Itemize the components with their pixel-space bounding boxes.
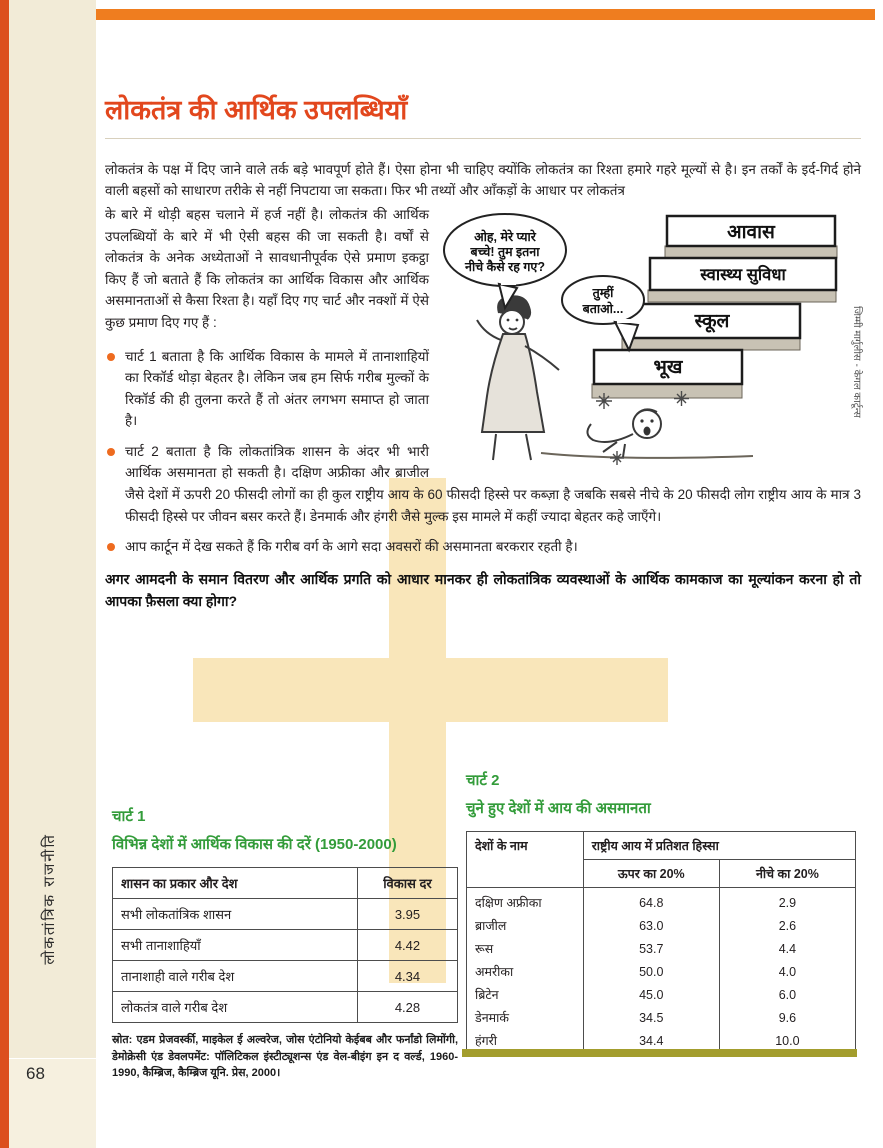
table-row (467, 888, 856, 915)
bubble2-line2: बताओ... (582, 301, 624, 316)
row-bottom20: 2.6 (719, 914, 855, 937)
row-bottom20: 6.0 (719, 983, 855, 1006)
list-item-cartoon: आप कार्टून में देख सकते हैं कि गरीब वर्ग के आगे सदा अवसरों की असमानता बरकरार रहती है। (105, 536, 861, 558)
row-label: लोकतंत्र वाले गरीब देश (113, 992, 358, 1023)
intro-continuation: के बारे में थोड़ी बहस चलाने में हर्ज नहीं है। लोकतंत्र की आर्थिक उपलब्धियों के बारे में भी ऐसी बहस की जा सकती है। वर्षों से लोकतंत्र के अनेक अध्येताओं ने सावधानीपूर्वक ऐसे प्रमाण इकट्ठा किए हैं जो बताते हैं कि लोकतंत्र का आर्थिक विकास और आर्थिक असमानताओं से कैसा रिश्ता है। यहाँ दिए गए चार्ट और नक्शों में ऐसे कुछ प्रमाण दिए गए हैं : (105, 206, 429, 330)
row-bottom20: 4.4 (719, 937, 855, 960)
speech-bubble-child (562, 276, 644, 350)
table-row (467, 960, 856, 983)
table-row (113, 930, 458, 961)
bubble1-line2: बच्चे! तुम इतना (470, 244, 540, 259)
row-top20: 63.0 (583, 914, 719, 937)
table-row (113, 899, 458, 930)
row-top20: 53.7 (583, 937, 719, 960)
row-value: 4.28 (357, 992, 457, 1023)
row-country: डेनमार्क (467, 1006, 584, 1029)
row-label: तानाशाही वाले गरीब देश (113, 961, 358, 992)
block-label-housing: आवास (727, 221, 775, 243)
page-number: 68 (26, 1064, 45, 1083)
bubble1-line1: ओह, मेरे प्यारे (474, 229, 536, 244)
chart2-label: चार्ट 2 (466, 772, 500, 789)
chart1-label: चार्ट 1 (112, 808, 146, 825)
row-country: रूस (467, 937, 584, 960)
row-label: सभी तानाशाहियाँ (113, 930, 358, 961)
title-rule (105, 138, 861, 139)
row-country: ब्राजील (467, 914, 584, 937)
column-header-top20: ऊपर का 20% (583, 860, 719, 888)
speech-bubble-mother (444, 214, 566, 308)
row-bottom20: 4.0 (719, 960, 855, 983)
book-title-vertical: लोकतांत्रिक राजनीति (41, 833, 58, 965)
table-row (113, 992, 458, 1023)
table-header-row (113, 868, 458, 899)
column-header-country: देशों के नाम (467, 832, 584, 888)
left-margin-strip (9, 0, 96, 1148)
block-label-school: स्कूल (694, 310, 730, 332)
block-label-hunger: भूख (653, 356, 683, 378)
row-country: हंगरी (467, 1029, 584, 1053)
column-header-regime: शासन का प्रकार और देश (113, 868, 358, 899)
column-header-bottom20: नीचे का 20% (719, 860, 855, 888)
bottom-accent-bar (462, 1049, 857, 1057)
row-bottom20: 2.9 (719, 888, 855, 915)
row-top20: 50.0 (583, 960, 719, 983)
source-note: स्रोत: एडम प्रेजवर्स्की, माइकेल ई अल्वरेज, जोस एंटोनियो केईबब और फर्नांडो लिमोंगी, डेमोक्रेसी एंड डेवलपमेंट: पॉलिटिकल इंस्टीट्यूशन्स एंड वेल-बीइंग इन द वर्ल्ड, 1960-1990, कैम्ब्रिज, कैम्ब्रिज यूनि. प्रेस, 2000। (112, 1034, 458, 1080)
row-value: 4.34 (357, 961, 457, 992)
row-label: सभी लोकतांत्रिक शासन (113, 899, 358, 930)
chart1-heading: विभिन्न देशों में आर्थिक विकास की दरें (1950-2000) (112, 836, 397, 853)
row-value: 3.95 (357, 899, 457, 930)
bubble2-line1: तुम्हीं (592, 285, 614, 300)
row-top20: 45.0 (583, 983, 719, 1006)
block-label-health: स्वास्थ्य सुविधा (700, 265, 786, 284)
row-value: 4.42 (357, 930, 457, 961)
chart1-section (112, 806, 458, 1082)
row-top20: 34.4 (583, 1029, 719, 1053)
cartoon-credit: जिम्मी मार्गुलीस - केगल कार्टून्स (851, 305, 862, 418)
left-accent-strip (0, 0, 9, 1148)
row-country: अमरीका (467, 960, 584, 983)
bubble1-line3: नीचे कैसे रह गए? (465, 259, 545, 274)
top-accent-bar (96, 9, 875, 20)
table-row (467, 914, 856, 937)
table-row (113, 961, 458, 992)
discussion-question: अगर आमदनी के समान वितरण और आर्थिक प्रगति को आधार मानकर ही लोकतांत्रिक व्यवस्थाओं के आर्थिक कामकाज का मूल्यांकन करना हो तो आपका फ़ैसला क्या होगा? (105, 570, 861, 610)
main-content (105, 94, 861, 613)
income-inequality-table (466, 831, 856, 1053)
table-row (467, 1006, 856, 1029)
list-item-chart1: चार्ट 1 बताता है कि आर्थिक विकास के मामले में तानाशाहियों का रिकॉर्ड थोड़ा बेहतर है। लेकिन जब हम सिर्फ गरीब मुल्कों के रिकॉर्ड की ही तुलना करते हैं तो अंतर लगभग समाप्त हो जाता है। (105, 346, 861, 432)
list-item-chart2: चार्ट 2 बताता है कि लोकतांत्रिक शासन के अंदर भी भारी आर्थिक असमानता हो सकती है। दक्षिण अफ्रीका और ब्राजील जैसे देशों में ऊपरी 20 फीसदी लोगों का ही कुल राष्ट्रीय आय के 60 फीसदी हिस्से पर कब्ज़ा है जबकि सबसे नीचे के 20 फीसदी लोग राष्ट्रीय आय के मात्र 3 फीसदी हिस्से पर जीवन बसर करते हैं। डेनमार्क और हंगरी जैसे मुल्क इस मामले में कहीं ज्यादा बेहतर कहे जाएँगे। (105, 441, 861, 527)
table-row (467, 937, 856, 960)
row-top20: 64.8 (583, 888, 719, 915)
chart2-section (466, 770, 856, 1053)
row-country: दक्षिण अफ्रीका (467, 888, 584, 915)
left-margin-footer (9, 1058, 96, 1148)
growth-rates-table (112, 867, 458, 1023)
section-title: लोकतंत्र की आर्थिक उपलब्धियाँ (105, 95, 408, 125)
text-flow-region (105, 204, 861, 558)
row-bottom20: 9.6 (719, 1006, 855, 1029)
column-header-growth: विकास दर (357, 868, 457, 899)
row-bottom20: 10.0 (719, 1029, 855, 1053)
row-top20: 34.5 (583, 1006, 719, 1029)
chart2-heading: चुने हुए देशों में आय की असमानता (466, 800, 651, 817)
intro-paragraph: लोकतंत्र के पक्ष में दिए जाने वाले तर्क बड़े भावपूर्ण होते हैं। ऐसा होना भी चाहिए क्योंकि लोकतंत्र का रिश्ता हमारे गहरे मूल्यों से है। इन तर्कों के इर्द-गिर्द होने वाली बहसों को साधारण तरीके से नहीं निपटाया जा सकता। फिर भी तथ्यों और आँकड़ों के आधार पर लोकतंत्र (105, 161, 861, 199)
column-header-share: राष्ट्रीय आय में प्रतिशत हिस्सा (583, 832, 855, 860)
row-country: ब्रिटेन (467, 983, 584, 1006)
evidence-list (105, 346, 861, 558)
table-row (467, 983, 856, 1006)
decorative-cross-horizontal (193, 658, 668, 722)
table-header-row (467, 832, 856, 860)
